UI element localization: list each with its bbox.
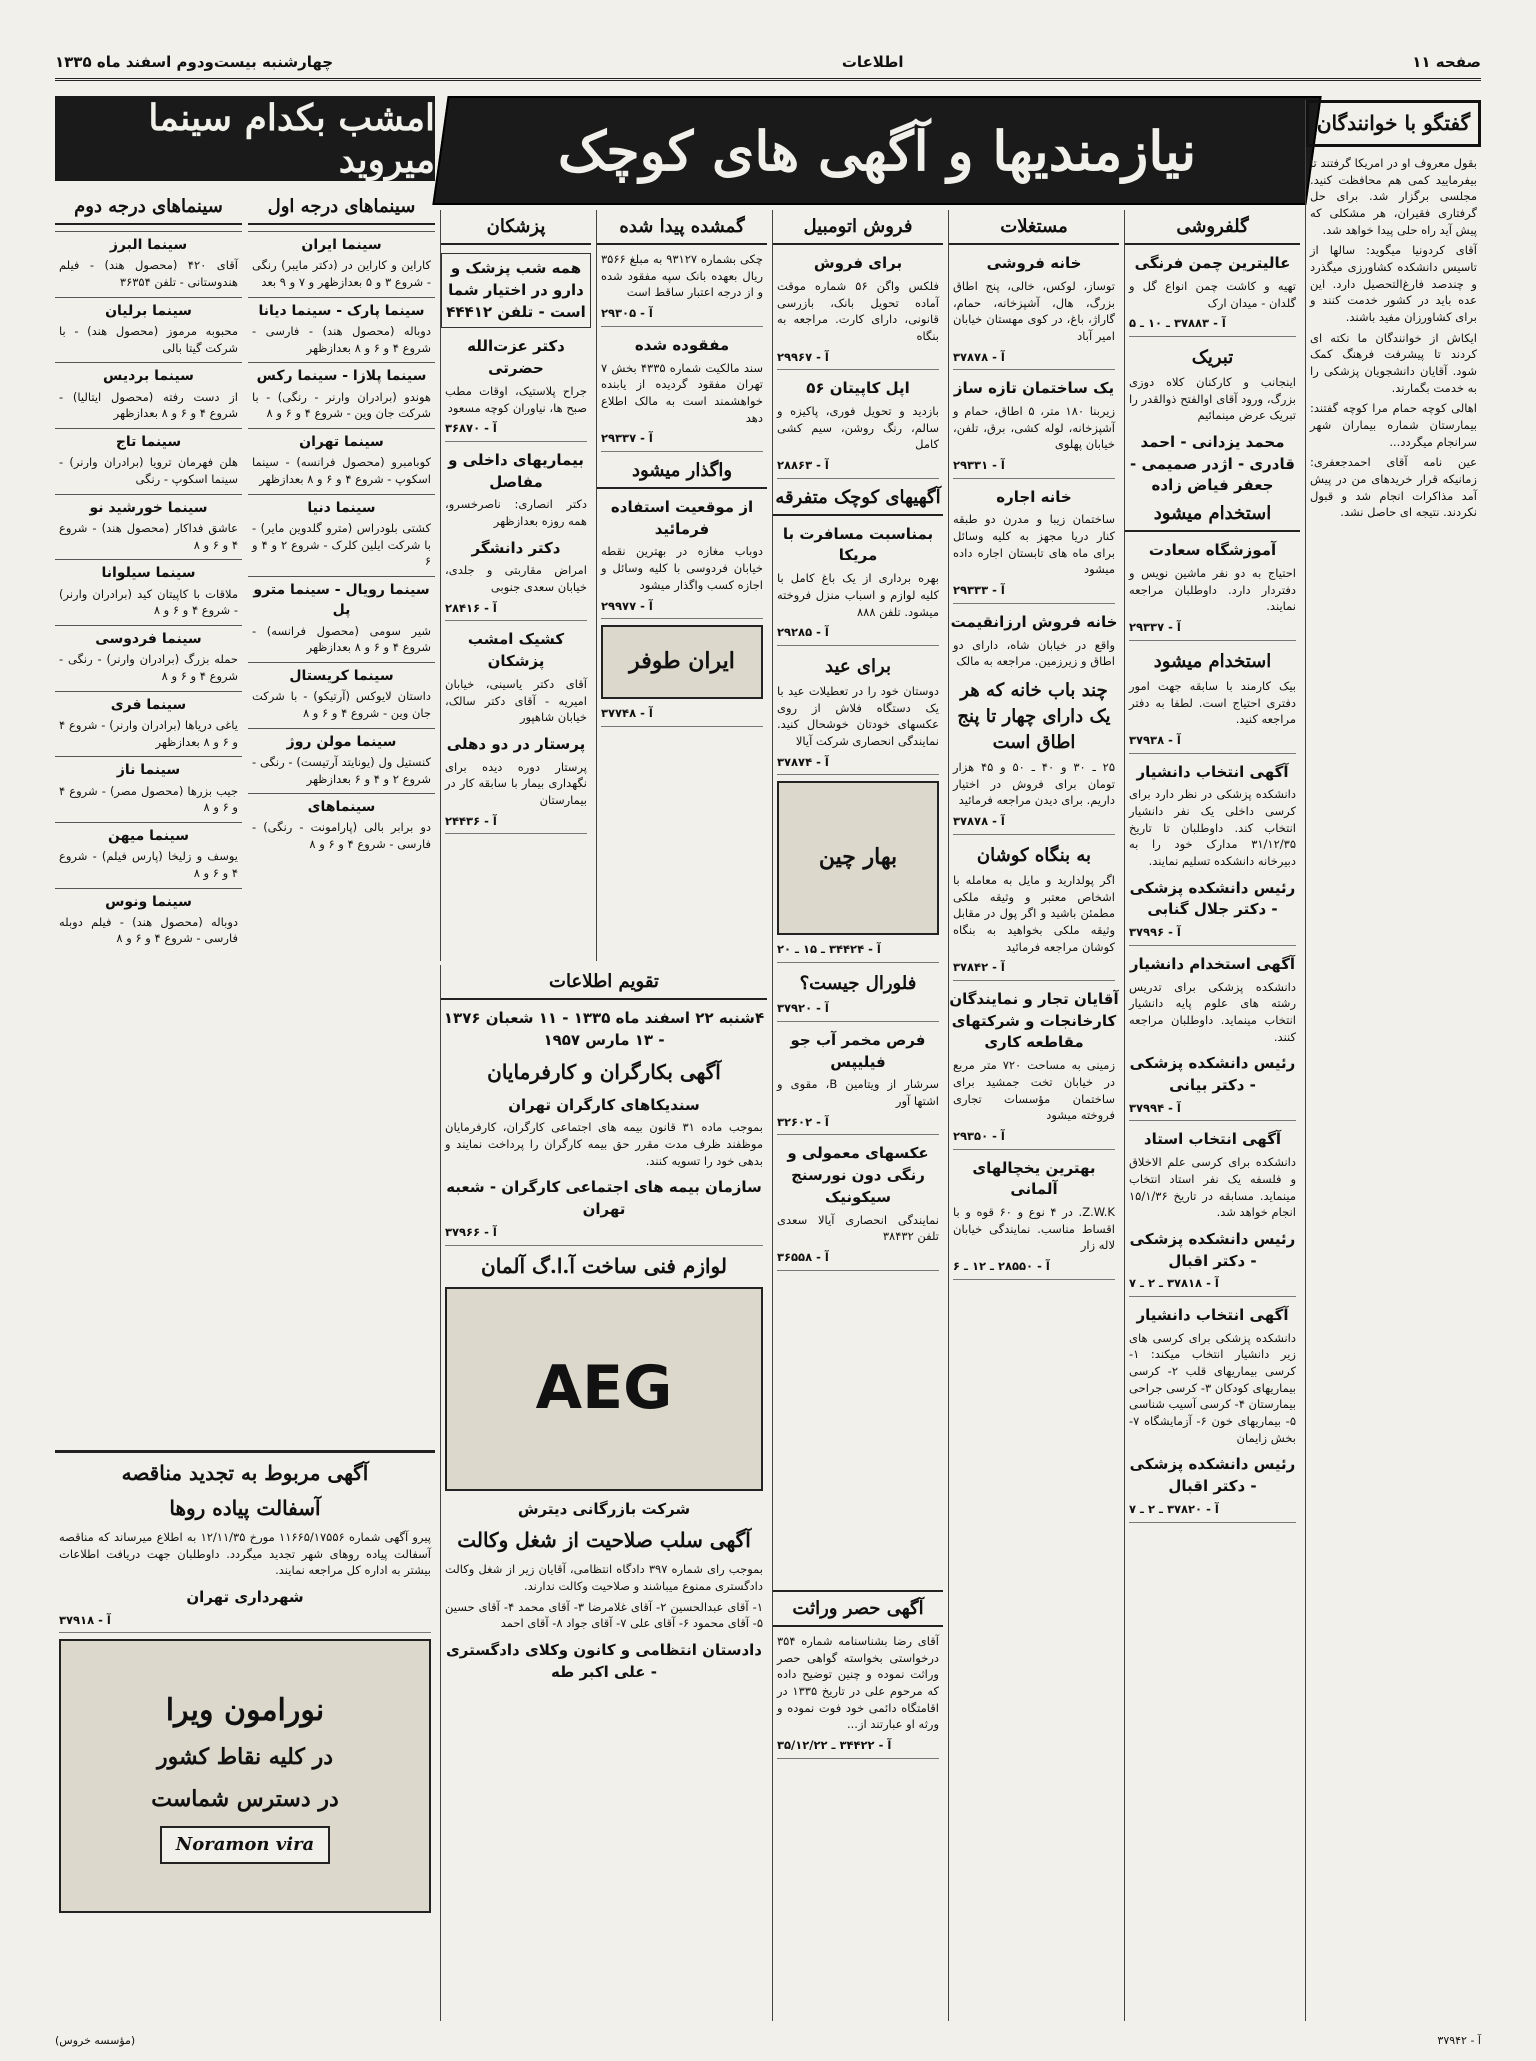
ad-code: آ - ۳۶۵۵۸ — [777, 1249, 939, 1271]
cinema-showing: کشتی بلودراس (مترو گلدوین مایر) - با شرکت ایلین کلرک - شروع ۲ و ۴ و ۶ — [252, 520, 431, 569]
transfer-heading: واگذار میشود — [597, 458, 767, 489]
ad-title: از موقعیت استفاده فرمائید — [610, 497, 754, 538]
ad-signers: محمد یزدانی - احمد قادری - اژدر صمیمی - جعفر فیاض زاده — [1130, 432, 1295, 495]
ad-title: یک ساختمان تازه ساز — [953, 379, 1115, 398]
ad-code: آ - ۳۷۸۷۸ — [953, 813, 1115, 835]
left-bottom-block — [55, 1450, 435, 2021]
ad-body: سند مالکیت شماره ۴۳۳۵ بخش ۷ تهران مفقود گردیده از یابنده خواهشمند است به مالک اطلاع دهد — [601, 360, 763, 425]
ad-code: آ - ۲۹۳۳۳ — [953, 582, 1115, 604]
ad-title: برای فروش — [813, 254, 903, 273]
ad-body: تهیه و کاشت چمن انواع گل و گلدان - میدان ارک — [1129, 278, 1296, 310]
ad-code: آ - ۳۷۹۴۲ — [1437, 2034, 1481, 2047]
ad-body: دوستان خود را در تعطیلات عید با یک دستگاه فلاش از روی عکسهای خودتان خوشحال کنید. نمایندگی انحصاری شرکت آیالا — [777, 684, 939, 749]
cinema-name: سینما تاج — [55, 428, 242, 452]
ad-title: آگهی استخدام دانشیار — [1129, 954, 1296, 973]
doctors-column — [440, 210, 591, 961]
iran-tour-ad: ایران طوفر — [601, 625, 763, 699]
novaramon-pack: Noramon vira — [160, 1826, 330, 1864]
flowers-heading: گلفروشی — [1125, 214, 1300, 245]
ad-title: تبریک — [1191, 346, 1234, 368]
calendar-heading: تقویم اطلاعات — [441, 969, 767, 1000]
cinema-name: سینما بردیس — [55, 362, 242, 386]
novaramon-line: در کلیه نقاط کشور — [157, 1744, 333, 1771]
cinema-column — [55, 190, 435, 1441]
misc-heading: آگهیهای کوچک متفرقه — [773, 485, 943, 516]
cinema-showing: آقای ۴۲۰ (محصول هند) - فیلم هندوستانی - تلفن ۳۶۳۵۴ — [59, 258, 238, 290]
ad-code: آ - ۳۴۴۲۴ ـ ۱۵ ـ ۲۰ — [777, 941, 939, 963]
first-class-cinemas — [248, 190, 435, 951]
cinema-showing: حمله بزرگ (برادران وارنر) - رنگی - شروع ۴ و ۶ و ۸ — [59, 652, 238, 683]
night-doctor-box: همه شب پزشک و دارو در اختیار شما است - تلفن ۴۴۴۱۲ — [441, 253, 591, 328]
ad-code: آ - ۲۹۳۳۱ — [953, 457, 1115, 479]
cinema-showing: یاغی دریاها (برادران وارنر) - شروع ۴ و ۶ و ۸ بعدازظهر — [59, 717, 238, 749]
cinema-name: سینما کریستال — [248, 662, 435, 686]
ad-code: آ - ۳۶۸۷۰ — [445, 420, 587, 442]
ad-title: کشیک امشب پزشکان — [467, 630, 565, 671]
ad-body: دکتر انصاری: ناصرخسرو، همه روزه بعدازظهر — [445, 497, 587, 529]
cinema-showing: کاراین و کاراین در (دکتر مایبر) رنگی - شروع ۳ و ۵ بعدازظهر و ۷ و ۹ بعد — [252, 258, 431, 290]
ad-title: خانه فروش ارزانقیمت — [950, 612, 1118, 631]
cinema-showing: هلن فهرمان ترویا (برادران وارنر) - سینما اسکوپ - رنگی — [59, 455, 238, 486]
ad-code: آ - ۳۷۹۱۸ — [59, 1612, 431, 1634]
heir-heading: آگهی حصر وراثت — [773, 1596, 943, 1627]
disbar-heading: آگهی سلب صلاحیت از شغل وکالت — [457, 1528, 751, 1553]
ad-title: آگهی انتخاب دانشیار — [1136, 1306, 1289, 1325]
cinema-name: سینما البرز — [55, 231, 242, 255]
newspaper-name: اطلاعات — [841, 53, 904, 71]
ad-title: خانه فروشی — [986, 254, 1082, 273]
cosmetics-ad-image: بهار چین — [777, 781, 939, 935]
ad-signer: رئیس دانشکده پزشکی - دکتر اقبال — [1129, 1229, 1296, 1270]
aeg-company: شرکت بازرگانی دیترش — [517, 1499, 691, 1518]
cinema-name: سینما تهران — [248, 428, 435, 452]
ad-code: آ - ۳۷۸۲۰ ـ ۲ ـ ۷ — [1129, 1501, 1296, 1523]
auto-heading: فروش اتومبیل — [773, 214, 943, 245]
tender-subheading: آسفالت پیاده روها — [169, 1496, 321, 1520]
cinema-showing: ملاقات با کاپیتان کید (برادران وارنر) - شروع ۴ و ۶ و ۸ — [59, 586, 238, 618]
second-class-cinemas — [55, 190, 242, 951]
ad-code: آ - ۳۷۹۲۰ — [777, 1000, 939, 1022]
cinema-name: سینما پارک - سینما دیانا — [248, 297, 435, 321]
cinema-showing: دوباله (محصول هند) - فارسی - شروع ۴ و ۶ و ۸ بعدازظهر — [252, 324, 431, 355]
ad-title: استخدام میشود — [1153, 650, 1272, 672]
ad-body: زیربنا ۱۸۰ متر، ۵ اطاق، حمام و آشپزخانه، لوله کشی، برق، تلفن، خیابان پهلوی — [953, 403, 1115, 452]
ad-code: آ - ۳۷۹۹۴ — [1129, 1100, 1296, 1122]
ad-signer: رئیس دانشکده پزشکی - دکتر اقبال — [1129, 1455, 1296, 1496]
ad-code: آ - ۲۸۸۶۳ — [777, 457, 939, 479]
ad-code: آ - ۲۹۳۳۷ — [601, 430, 763, 452]
hiring-heading: استخدام میشود — [1125, 501, 1300, 532]
cinema-showing: محبوبه مرموز (محصول هند) - با شرکت گیتا بالی — [59, 324, 238, 355]
hiring-column — [1124, 210, 1300, 2021]
ad-body: جراح پلاستیک، اوقات مطب صبح ها، نیاوران کوچه مسعود — [445, 383, 587, 415]
ad-code: آ - ۳۴۴۲۲ ـ ۳۵/۱۲/۲۲ — [777, 1737, 939, 1759]
page-number: صفحه ۱۱ — [1412, 53, 1481, 71]
ad-code: آ - ۳۷۹۳۸ — [1129, 732, 1296, 754]
ad-title: فلورال جیست؟ — [799, 973, 917, 995]
ad-code: آ - ۳۲۶۰۲ — [777, 1114, 939, 1136]
reader-letter: آقای کردونیا میگوید: سالها از تاسیس دانشکده کشاورزی میگذرد و چندصد فارغ‌التحصیل دارد. این عده باید در کشور خدمت کنند و برای کشاورزان مفید باشند. — [1310, 243, 1477, 325]
heir-body: آقای رضا بشناسنامه شماره ۳۵۴ درخواستی بخواسته گواهی حصر وراثت نموده و چنین توضیح داده که مرحوم علی در تاریخ ۱۳۳۵ در اقامتگاه دائمی خود فوت نموده و ورثه او عبارتند از... — [777, 1634, 939, 1732]
labor-body: بموجب ماده ۳۱ قانون بیمه های اجتماعی کارگران، کارفرمایان موظفند ظرف مدت مقرر حق بیمه کارگران را پرداخت نمایند و بدهی خود را تسویه کنند. — [445, 1120, 764, 1168]
ad-code: آ - ۳۷۹۹۶ — [1129, 924, 1296, 946]
ad-code: آ - ۲۹۳۳۷ — [1129, 619, 1296, 641]
reader-letter: بقول معروف او در امریکا گرفتند تا بیفرمایید کمی هم محافظت کنید. مجلسی برگزار شد. برای حل گرفتاری فقیران، هر مشکلی که پیش آید راه حلی پیدا خواهد شد. — [1310, 156, 1477, 237]
novaramon-title: نورامون ویرا — [165, 1692, 325, 1728]
middle-lower-block — [440, 965, 767, 2021]
ad-code: آ - ۳۷۸۷۴ — [777, 754, 939, 776]
ad-body: فلکس واگن ۵۶ شماره موقت آماده تحویل بانک، بازرسی قانونی، دارای کارت. مراجعه به بنگاه — [777, 278, 939, 343]
ad-body: دانشکده پزشکی در نظر دارد برای کرسی داخلی یک نفر دانشیار انتخاب کند. داوطلبان تا تاریخ ۳۱/۱۲/۳۵ مدارک خود را به دبیرخانه دانشکده تسلیم نمایند. — [1129, 787, 1296, 868]
ad-body: سرشار از ویتامین B، مقوی و اشتها آور — [777, 1077, 939, 1108]
ad-title: دکتر دانشگر — [471, 538, 561, 557]
ad-body: آقای دکتر یاسینی، خیابان امیریه - آقای دکتر سالک، خیابان شاهپور — [445, 676, 587, 725]
cinema-name: سینما برلیان — [55, 297, 242, 321]
ad-body: بیک کارمند با سابقه جهت امور دفتری احتیاج است. لطفا به دفتر مراجعه کنید. — [1129, 678, 1296, 727]
disbar-body: بموجب رای شماره ۳۹۷ دادگاه انتظامی، آقایان زیر از شغل وکالت دادگستری ممنوع میباشند و صلاحیت وکالت ندارند. — [445, 1562, 763, 1593]
ad-body: دانشکده پزشکی برای کرسی های زیر دانشیار انتخاب میکند: ۱- کرسی بیماریهای قلب ۲- کرسی بیماریهای کودکان ۳- کرسی جراحی بیمارستان ۴- کرسی آسیب شناسی ۵- بیماریهای خون ۶- آزمایشگاه ۷- بخش زایمان — [1129, 1330, 1297, 1445]
lost-found-column — [596, 210, 767, 961]
ad-title: مفقوده شده — [634, 335, 730, 354]
ad-title: عکسهای معمولی و رنگی دون نورسنج سیکونیک — [787, 1144, 929, 1206]
reader-letter: اهالی کوچه حمام مرا کوچه گفتند: بیمارستان شماره بیماران شهر سرانجام میگردد... — [1310, 401, 1477, 449]
ad-body: Z.W.K. در ۴ نوع و ۶۰ قوه و با اقساط مناسب. نمایندگی خیابان لاله زار — [953, 1205, 1115, 1253]
reader-letter: ایکاش از خوانندگان ما نکته ای کردند تا پیشرفت فرهنگ کمک شود. آقایان دانشجویان پزشکی را به خدمت بگمارند. — [1310, 330, 1477, 395]
disbar-signer: دادستان انتظامی و کانون وکلای دادگستری - علی اکبر طه — [446, 1640, 762, 1681]
tender-signer: شهرداری تهران — [186, 1588, 304, 1607]
ad-body: دانشکده پزشکی برای تدریس رشته های علوم پایه دانشیار انتخاب مینماید. داوطلبان مراجعه کنند. — [1129, 979, 1296, 1044]
readers-logo: گفتگو با خوانندگان — [1306, 100, 1481, 147]
cinema-showing: کنستیل ول (یونایتد آرتیست) - رنگی - شروع ۲ و ۴ و ۶ بعدازظهر — [252, 754, 431, 786]
lost-heading: گمشده پیدا شده — [597, 214, 767, 245]
real-estate-column — [948, 210, 1119, 2021]
disbar-list: ۱- آقای عبدالحسین ۲- آقای غلامرضا ۳- آقای محمد ۴- آقای حسین ۵- آقای محمود ۶- آقای علی ۷- آقای جواد ۸- آقای احمد — [445, 1599, 763, 1631]
ad-title: اپل کاپیتان ۵۶ — [806, 379, 910, 398]
ad-body: چکی بشماره ۹۳۱۲۷ به مبلغ ۳۵۶۶ ریال بعهده بانک سپه مفقود شده و از درجه اعتبار ساقط است — [601, 252, 764, 300]
cinema-showing: هوندو (برادران وارنر - رنگی) - با شرکت جان وین - شروع ۴ و ۶ و ۸ — [252, 389, 431, 421]
cinema-name: سینما رویال - سینما مترو پل — [248, 576, 435, 621]
cinema-banner: امشب بکدام سینما میروید — [55, 96, 435, 181]
ad-body: پرستار دوره دیده برای نگهداری بیمار با سابقه کار در بیمارستان — [445, 759, 587, 808]
agency-credit: (مؤسسه خروس) — [55, 2034, 136, 2047]
cinema-name: سینما میهن — [55, 822, 242, 846]
cinema-showing: یوسف و زلیخا (پارس فیلم) - شروع ۴ و ۶ و ۸ — [59, 849, 238, 880]
cinema-name: سینما مولن روژ — [248, 728, 435, 752]
ad-code: آ - ۲۹۲۸۵ — [777, 624, 939, 646]
readers-column — [1305, 100, 1481, 2021]
cinema-showing: شیر سومی (محصول فرانسه) - شروع ۴ و ۶ و ۸ بعدازظهر — [252, 623, 431, 655]
ad-code: آ - ۲۹۳۵۰ — [953, 1128, 1115, 1150]
ad-code: آ - ۳۷۸۷۸ — [953, 349, 1115, 371]
issue-date: چهارشنبه بیست‌ودوم اسفند ماه ۱۳۳۵ — [55, 53, 334, 71]
ad-body: احتیاج به دو نفر ماشین نویس و دفتردار دارد. داوطلبان مراجعه نمایند. — [1129, 566, 1296, 614]
ad-title: عالیترین چمن فرنگی — [1134, 254, 1291, 273]
ad-code: آ - ۳۷۸۴۲ — [953, 959, 1115, 981]
tender-heading: آگهی مربوط به تجدید مناقصه — [121, 1461, 369, 1485]
cinema-name: سینما خورشید نو — [55, 494, 242, 518]
ad-title: دکتر عزت‌الله حضرتی — [467, 337, 565, 378]
ad-code: آ - ۳۷۹۶۶ — [445, 1224, 763, 1246]
cinema-name: سینماهای — [248, 793, 435, 817]
aeg-ad-image: AEG — [445, 1287, 763, 1491]
ad-title: برای عید — [825, 655, 891, 677]
ad-title: آگهی انتخاب دانشیار — [1136, 762, 1289, 781]
ad-body: توساز، لوکس، خالی، پنج اطاق بزرگ، هال، آشپزخانه، حمام، گاراژ، باغ، در کوی مهستان خیابان امیر آباد — [953, 278, 1115, 343]
page-footer — [55, 2034, 1481, 2047]
cinema-showing: دو برابر بالی (پارامونت - رنگی) - فارسی - شروع ۴ و ۶ و ۸ — [252, 820, 431, 852]
ad-body: واقع در خیابان شاه، دارای دو اطاق و زیرزمین. مراجعه به مالک — [953, 637, 1115, 669]
ad-title: بهترین یخچالهای آلمانی — [972, 1158, 1096, 1199]
ad-body: دانشکده برای کرسی علم الاخلاق و فلسفه یک نفر استاد انتخاب مینماید. مسابقه در تاریخ ۱۵/۱/۳۶ انجام خواهد شد. — [1129, 1155, 1296, 1220]
ad-body: اگر پولدارید و مایل به معامله با اشخاص معتبر و وثیقه ملکی مطمئن باشید و اگر پول در مقابل وثیقه ملکی بخواهید به بنگاه کوشان مراجعه فرمائید — [953, 872, 1115, 954]
aeg-heading: لوازم فنی ساخت آ.ا.گ آلمان — [481, 1253, 727, 1278]
cinema-name: سینما پلازا - سینما رکس — [248, 362, 435, 386]
ad-signer: رئیس دانشکده پزشکی - دکتر جلال گنابی — [1129, 878, 1296, 919]
ad-title: چند باب خانه که هر یک دارای چهار تا پنج اطاق است — [957, 679, 1111, 754]
doctors-heading: پزشکان — [441, 214, 591, 245]
first-class-heading: سینماهای درجه اول — [248, 194, 435, 225]
estate-heading: مستغلات — [949, 214, 1119, 245]
ad-signer: رئیس دانشکده پزشکی - دکتر بیانی — [1129, 1054, 1296, 1094]
ad-code: آ - ۲۹۳۰۵ — [601, 305, 763, 327]
ad-title: فرص مخمر آب جو فیلیپس — [790, 1030, 926, 1071]
cinema-name: سینما ناز — [55, 756, 242, 780]
reader-letter: عین نامه آقای احمدجعفری: زمانیکه قرار خریدهای من در پیش آمد مذاکرات انجام شد و قبول نکردند. نتیجه ای حاصل نشد. — [1310, 455, 1477, 520]
ad-title: بمناسبت مسافرت با مریکا — [782, 524, 934, 565]
cinema-name: سینما سیلوانا — [55, 559, 242, 583]
ad-body: نمایندگی انحصاری آیالا سعدی تلفن ۳۸۴۳۲ — [777, 1212, 939, 1244]
cinema-showing: داستان لایوکس (آرتیکو) - با شرکت جان وین - شروع ۴ و ۶ و ۸ — [252, 689, 431, 720]
second-class-heading: سینماهای درجه دوم — [55, 194, 242, 225]
ad-code: آ - ۳۷۷۴۸ — [601, 705, 763, 727]
cinema-showing: دوباله (محصول هند) - فیلم دوبله فارسی - شروع ۴ و ۶ و ۸ — [59, 914, 238, 946]
ad-title: آگهی انتخاب استاد — [1143, 1130, 1282, 1149]
classifieds-banner: نیازمندیها و آگهی های کوچک — [432, 96, 1321, 205]
ad-title: پرستار در دو دهلی — [446, 734, 586, 753]
novaramon-ad — [59, 1639, 431, 1913]
cinema-name: سینما دنیا — [248, 494, 435, 518]
cinema-showing: از دست رفته (محصول ایتالیا) - شروع ۴ و ۶ و ۸ بعدازظهر — [59, 389, 238, 421]
ad-body: ساختمان زیبا و مدرن دو طبقه کنار دریا مجهز به کلیه وسائل برای ماه های تابستان اجاره داده میشود — [953, 512, 1115, 577]
ad-body: دوباب مغازه در بهترین نقطه خیابان فردوسی با کلیه وسائل و اجازه کسب واگذار میشود — [601, 544, 763, 592]
ad-title: به بنگاه کوشان — [976, 844, 1092, 866]
page-header — [55, 46, 1481, 81]
ad-code: آ - ۲۸۴۱۶ — [445, 600, 587, 622]
cinema-name: سینما فری — [55, 691, 242, 715]
cinema-name: سینما ایران — [248, 231, 435, 255]
ad-title: بیماریهای داخلی و مفاصل — [448, 450, 584, 491]
ad-body: ۲۵ ـ ۳۰ و ۴۰ ـ ۵۰ و ۴۵ هزار تومان برای فروش در اختیار داریم. برای دیدن مراجعه فرمائید — [953, 760, 1115, 808]
ad-code: آ - ۲۴۴۳۶ — [445, 813, 587, 835]
cinema-showing: کوبامبرو (محصول فرانسه) - سینما اسکوپ - شروع ۴ و ۶ و ۸ بعدازظهر — [252, 455, 431, 486]
ad-body: اینجانب و کارکنان کلاه دوزی بزرگ، ورود آقای اوالفتح ذوالقدر را تبریک عرض مینمائیم — [1129, 374, 1296, 423]
ad-title: آموزشگاه سعادت — [1148, 541, 1277, 560]
ad-code: آ - ۳۷۸۸۳ ـ ۱۰ ـ ۵ — [1129, 315, 1296, 337]
ad-body: زمینی به مساحت ۷۲۰ متر مربع در خیابان تخت جمشید برای ساختمان مؤسسات تجاری فروخته میشود — [953, 1058, 1115, 1123]
ad-code: آ - ۲۸۵۵۰ ـ ۱۲ ـ ۶ — [953, 1258, 1115, 1280]
labor-subheading: سندیکاهای کارگران تهران — [508, 1095, 700, 1114]
labor-signer: سازمان بیمه های اجتماعی کارگران - شعبه تهران — [446, 1178, 762, 1219]
cinema-showing: عاشق فداکار (محصول هند) - شروع ۴ و ۶ و ۸ — [59, 520, 238, 552]
ad-body: امراض مقاربتی و جلدی، خیابان سعدی جنوبی — [445, 563, 587, 595]
heir-notice — [773, 1590, 943, 2021]
ad-code: آ - ۲۹۹۷۷ — [601, 598, 763, 620]
tender-body: پیرو آگهی شماره ۱۱۶۶۵/۱۷۵۵۶ مورخ ۱۲/۱۱/۳۵ به اطلاع میرساند که مناقصه آسفالت پیاده روهای شهر تجدید میگردد. داوطلبان جهت دریافت اطلاعات بیشتر به اداره کل مراجعه نمایند. — [59, 1530, 432, 1578]
cinema-showing: جیب بزرها (محصول مصر) - شروع ۴ و ۶ و ۸ — [59, 783, 238, 815]
ad-code: آ - ۲۹۹۶۷ — [777, 349, 939, 371]
novaramon-line: در دسترس شماست — [151, 1786, 339, 1813]
ad-title: آقایان تجار و نمایندگان کارخانجات و شرکتهای مقاطعه کاری — [949, 989, 1119, 1052]
ad-title: خانه اجاره — [996, 487, 1072, 506]
cinema-name: سینما ونوس — [55, 888, 242, 912]
calendar-body: ۴شنبه ۲۲ اسفند ماه ۱۳۳۵ - ۱۱ شعبان ۱۳۷۶ - ۱۳ مارس ۱۹۵۷ — [443, 1009, 765, 1049]
ad-body: بازدید و تحویل فوری، پاکیزه و سالم، رنگ روشن، سیم کشی کامل — [777, 403, 939, 452]
ad-code: آ - ۳۷۸۱۸ ـ ۲ ـ ۷ — [1129, 1275, 1296, 1297]
cinema-name: سینما فردوسی — [55, 625, 242, 649]
ad-body: بهره برداری از یک باغ کامل با کلیه لوازم و اسباب منزل فروخته میشود. تلفن ۸۸۸ — [777, 571, 939, 619]
labor-heading: آگهی بکارگران و کارفرمایان — [487, 1059, 721, 1084]
